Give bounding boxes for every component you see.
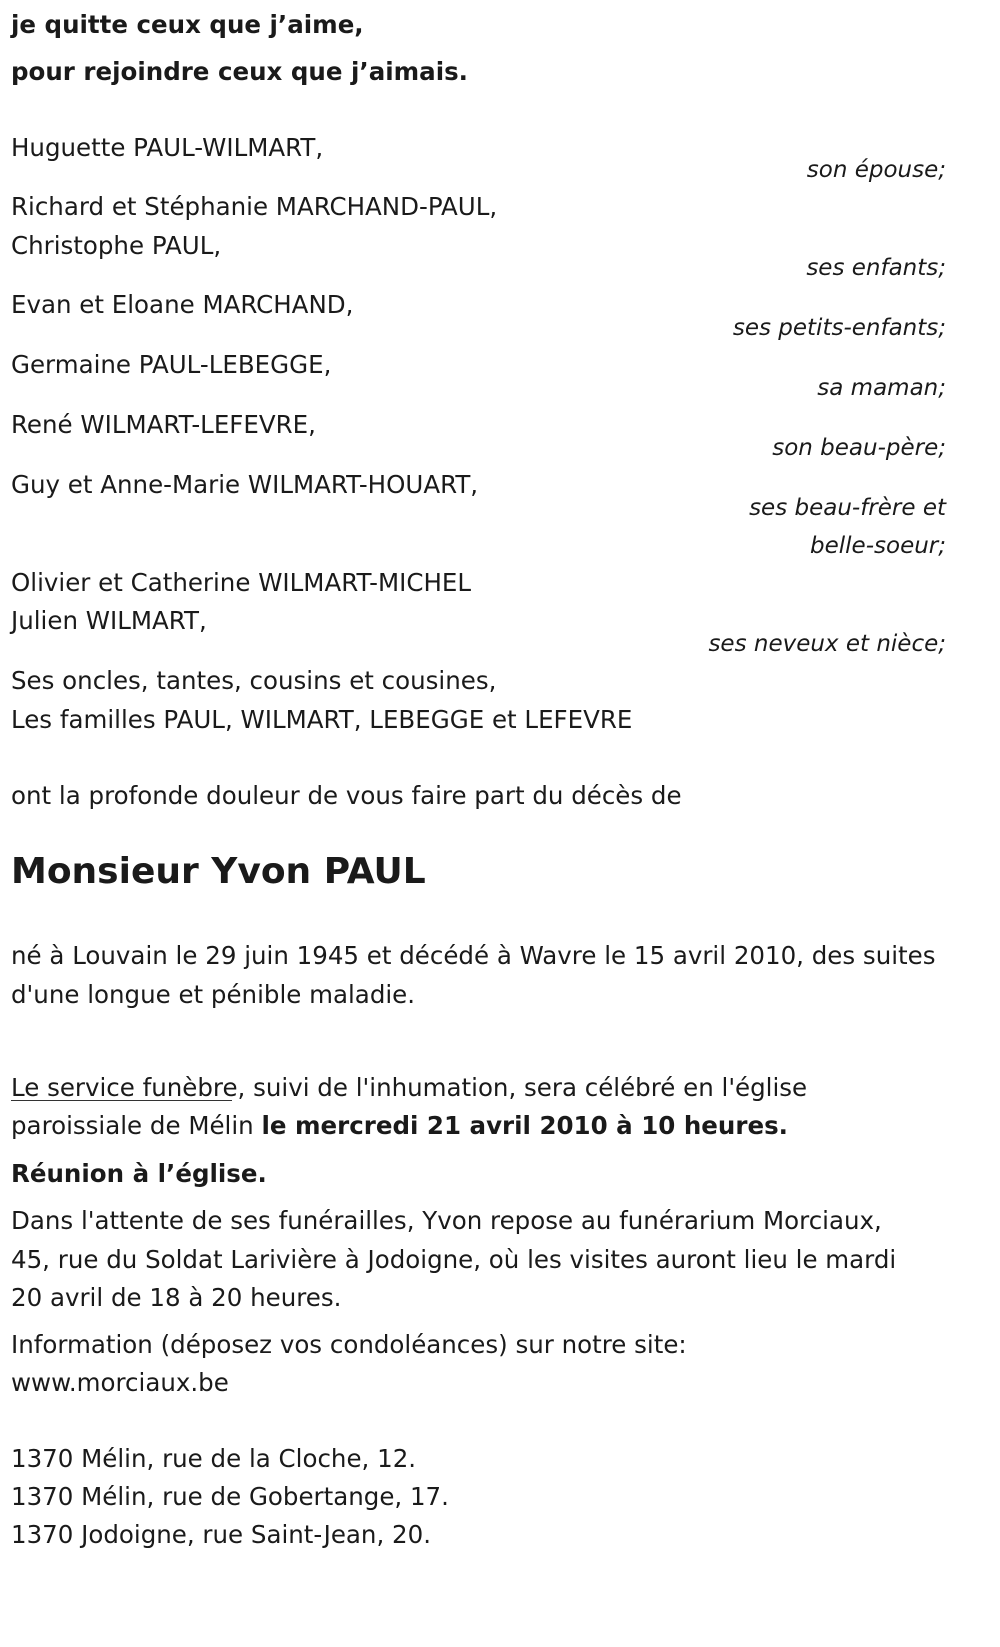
birth-death-line: né à Louvain le 29 juin 1945 et décédé à Wavre le 15 avril 2010, des suites — [11, 941, 936, 970]
others-line: Les familles PAUL, WILMART, LEBEGGE et LEFEVRE — [11, 705, 633, 734]
announcement: ont la profonde douleur de vous faire part du décès de — [11, 781, 682, 810]
quote-line-1: je quitte ceux que j’aime, — [11, 10, 364, 39]
info-line: Information (déposez vos condoléances) sur notre site: — [11, 1330, 687, 1359]
family-name: Richard et Stéphanie MARCHAND-PAUL, — [11, 192, 498, 221]
quote-line-2: pour rejoindre ceux que j’aimais. — [11, 57, 468, 86]
family-name: René WILMART-LEFEVRE, — [11, 410, 316, 439]
service-location: paroissiale de Mélin — [11, 1111, 262, 1140]
viewing-line: Dans l'attente de ses funérailles, Yvon repose au funérarium Morciaux, — [11, 1206, 882, 1235]
others-line: Ses oncles, tantes, cousins et cousines, — [11, 666, 497, 695]
family-relation: ses neveux et nièce; — [708, 631, 946, 657]
family-name: Olivier et Catherine WILMART-MICHEL — [11, 568, 472, 597]
family-relation: belle-soeur; — [810, 533, 946, 559]
service-line-2 — [11, 1111, 788, 1141]
family-relation: son épouse; — [806, 157, 946, 183]
family-name: Julien WILMART, — [11, 606, 207, 635]
viewing-line: 20 avril de 18 à 20 heures. — [11, 1283, 342, 1312]
website-link[interactable]: www.morciaux.be — [11, 1368, 229, 1397]
service-line: Le service funèbre, suivi de l'inhumation, sera célébré en l'église — [11, 1073, 808, 1102]
family-name: Evan et Eloane MARCHAND, — [11, 290, 354, 319]
family-relation: ses enfants; — [806, 255, 946, 281]
birth-death-line: d'une longue et pénible maladie. — [11, 980, 416, 1009]
family-relation: son beau-père; — [772, 435, 946, 461]
family-relation: ses petits-enfants; — [732, 315, 946, 341]
family-relation: ses beau-frère et — [749, 495, 946, 521]
family-relation: sa maman; — [817, 375, 946, 401]
service-date: le mercredi 21 avril 2010 à 10 heures. — [261, 1111, 788, 1140]
meeting-note: Réunion à l’église. — [11, 1159, 267, 1188]
viewing-line: 45, rue du Soldat Larivière à Jodoigne, où les visites auront lieu le mardi — [11, 1245, 897, 1274]
address-line: 1370 Mélin, rue de la Cloche, 12. — [11, 1444, 417, 1473]
address-line: 1370 Jodoigne, rue Saint-Jean, 20. — [11, 1520, 431, 1549]
family-name: Christophe PAUL, — [11, 231, 222, 260]
family-name: Huguette PAUL-WILMART, — [11, 133, 324, 162]
address-line: 1370 Mélin, rue de Gobertange, 17. — [11, 1482, 449, 1511]
family-name: Germaine PAUL-LEBEGGE, — [11, 350, 332, 379]
deceased-name: Monsieur Yvon PAUL — [11, 851, 426, 892]
family-name: Guy et Anne-Marie WILMART-HOUART, — [11, 470, 479, 499]
